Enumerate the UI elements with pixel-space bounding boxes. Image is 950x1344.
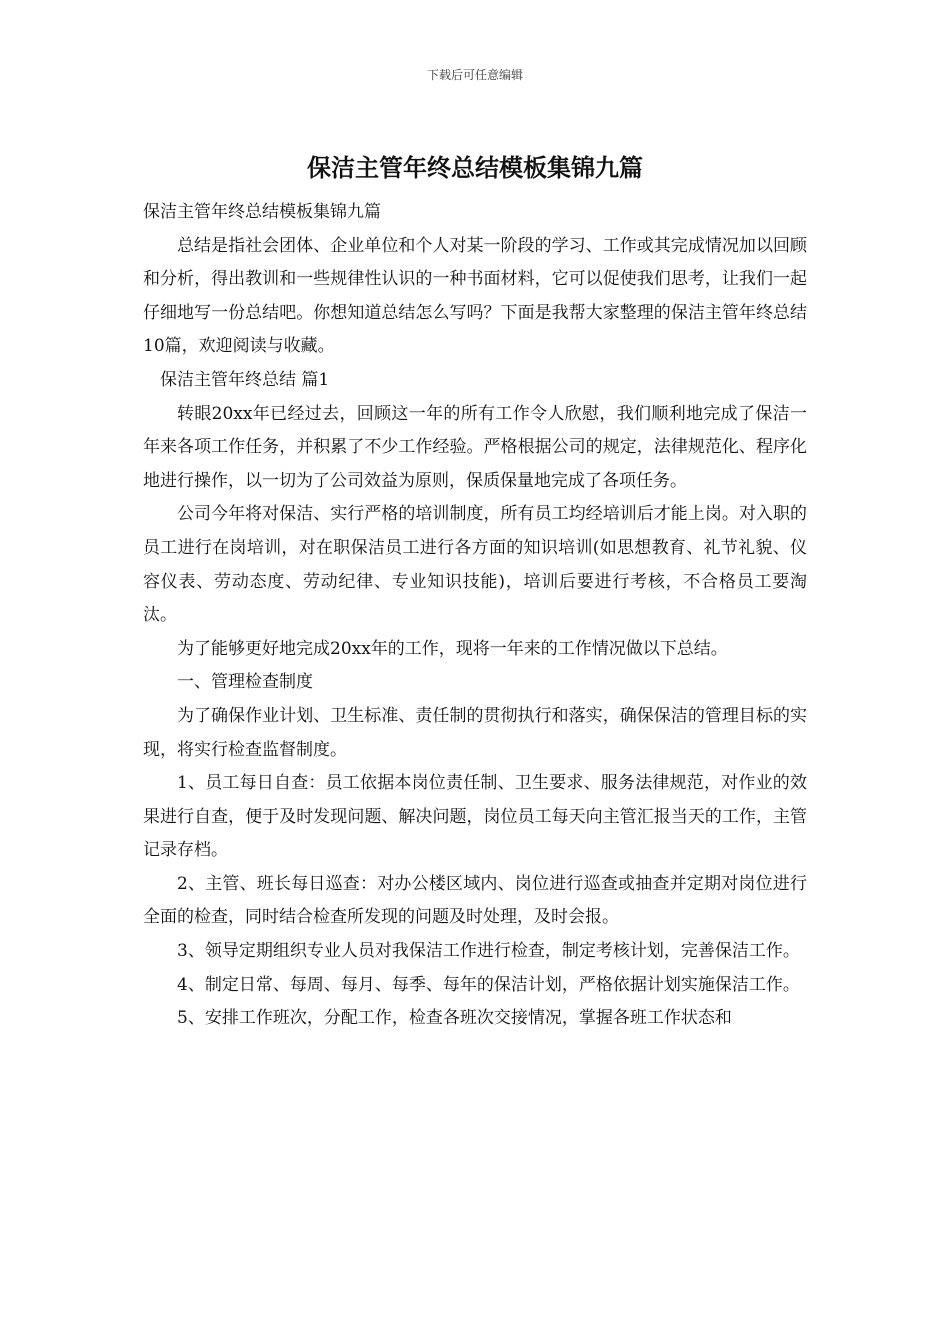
list-item-cleaning-plan: 4、制定日常、每周、每月、每季、每年的保洁计划，严格依据计划实施保洁工作。 bbox=[177, 974, 800, 995]
section-heading-inspection: 一、管理检查制度 bbox=[177, 672, 313, 693]
list-item-leader-inspection: 3、领导定期组织专业人员对我保洁工作进行检查，制定考核计划，完善保洁工作。 bbox=[177, 941, 800, 962]
paragraph-intro: 总结是指社会团体、企业单位和个人对某一阶段的学习、工作或其完成情况加以回顾和分析，得出教训和一些规律性认识的一种书面材料，它可以促使我们思考，让我们一起仔细地写一份总结吧。你想知道总结怎么写吗？下面是我帮大家整理的保洁主管年终总结10篇，欢迎阅读与收藏。 bbox=[143, 235, 807, 357]
header-note: 下载后可任意编辑 bbox=[426, 68, 523, 82]
paragraph-summary-lead: 为了能够更好地完成20xx年的工作，现将一年来的工作情况做以下总结。 bbox=[177, 638, 728, 659]
document-body bbox=[143, 196, 807, 1036]
document-title: 保洁主管年终总结模板集锦九篇 bbox=[307, 153, 643, 182]
section-heading-article-1: 保洁主管年终总结 篇1 bbox=[160, 369, 330, 390]
paragraph-inspection-goal: 为了确保作业计划、卫生标准、责任制的贯彻执行和落实，确保保洁的管理目标的实现，将实行检查监督制度。 bbox=[143, 705, 807, 760]
list-item-daily-patrol: 2、主管、班长每日巡查：对办公楼区域内、岗位进行巡查或抽查并定期对岗位进行全面的检查，同时结合检查所发现的问题及时处理，及时会报。 bbox=[143, 873, 807, 928]
list-item-self-check: 1、员工每日自查：员工依据本岗位责任制、卫生要求、服务法律规范，对作业的效果进行自查，便于及时发现问题、解决问题，岗位员工每天向主管汇报当天的工作，主管记录存档。 bbox=[143, 773, 807, 861]
paragraph-training: 公司今年将对保洁、实行严格的培训制度，所有员工均经培训后才能上岗。对入职的员工进行在岗培训，对在职保洁员工进行各方面的知识培训(如思想教育、礼节礼貌、仪容仪表、劳动态度、劳动纪律、专业知识技能)，培训后要进行考核，不合格员工要淘汰。 bbox=[143, 504, 807, 626]
document-subtitle: 保洁主管年终总结模板集锦九篇 bbox=[143, 202, 381, 222]
list-item-shift-arrangement: 5、安排工作班次，分配工作，检查各班次交接情况，掌握各班工作状态和 bbox=[177, 1008, 732, 1029]
paragraph-review: 转眼20xx年已经过去，回顾这一年的所有工作令人欣慰，我们顺利地完成了保洁一年来各项工作任务，并积累了不少工作经验。严格根据公司的规定，法律规范化、程序化地进行操作，以一切为了公司效益为原则，保质保量地完成了各项任务。 bbox=[143, 403, 807, 491]
